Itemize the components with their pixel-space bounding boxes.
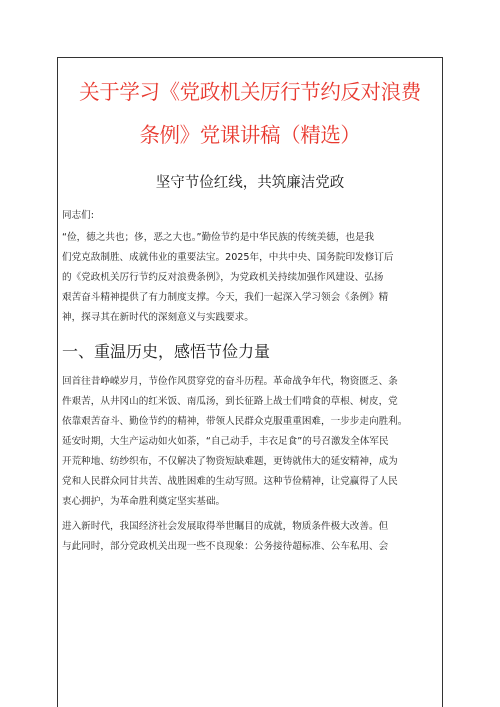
intro-line: 们党克敌制胜、成就伟业的重要法宝。2025年，中共中央、国务院印发修订后 [62, 252, 394, 263]
intro-line: “俭，德之共也；侈，恶之大也。”勤俭节约是中华民族的传统美德，也是我 [62, 232, 375, 243]
salutation: 同志们: [62, 210, 95, 221]
intro-line: 神，探寻其在新时代的深刻意义与实践要求。 [62, 312, 254, 323]
intro-line: 艰苦奋斗精神提供了有力制度支撑。今天，我们一起深入学习领会《条例》精 [62, 292, 389, 303]
document-title [62, 71, 438, 157]
body-line: 回首往昔峥嵘岁月，节俭作风贯穿党的奋斗历程。革命战争年代，物资匮乏、条 [62, 376, 398, 387]
section1-paragraph-2 [62, 517, 438, 557]
body-line: 衷心拥护，为革命胜利奠定坚实基础。 [62, 496, 226, 507]
intro-line: 的《党政机关厉行节约反对浪费条例》，为党政机关持续加强作风建设、弘扬 [62, 272, 384, 283]
title-line-1: 关于学习《党政机关厉行节约反对浪费 [79, 80, 421, 104]
body-line: 延安时期，大生产运动如火如荼，“自己动手，丰衣足食”的号召激发全体军民 [62, 436, 389, 447]
body-line: 进入新时代，我国经济社会发展取得举世瞩目的成就，物质条件极大改善。但 [62, 521, 389, 532]
body-line: 党和人民群众同甘共苦、战胜困难的生动写照。这种节俭精神，让党赢得了人民 [62, 476, 398, 487]
intro-paragraph [62, 228, 438, 328]
body-line: 件艰苦，从井冈山的红米饭、南瓜汤，到长征路上战士们啃食的草根、树皮，党 [62, 396, 398, 407]
title-line-2: 条例》党课讲稿（精选） [139, 123, 361, 147]
document-page [57, 57, 443, 707]
section-heading-1: 一、重温历史，感悟节俭力量 [62, 342, 271, 361]
document-subtitle: 坚守节俭红线，共筑廉洁党政 [155, 175, 345, 191]
body-line: 与此同时，部分党政机关出现一些不良现象：公务接待超标准、公车私用、会 [62, 541, 389, 552]
section1-paragraph-1 [62, 372, 438, 512]
body-line: 开荒种地、纺纱织布，不仅解决了物资短缺难题，更铸就伟大的延安精神，成为 [62, 456, 398, 467]
body-line: 依靠艰苦奋斗、勤俭节约的精神，带领人民群众克服重重困难，一步步走向胜利。 [62, 416, 408, 427]
